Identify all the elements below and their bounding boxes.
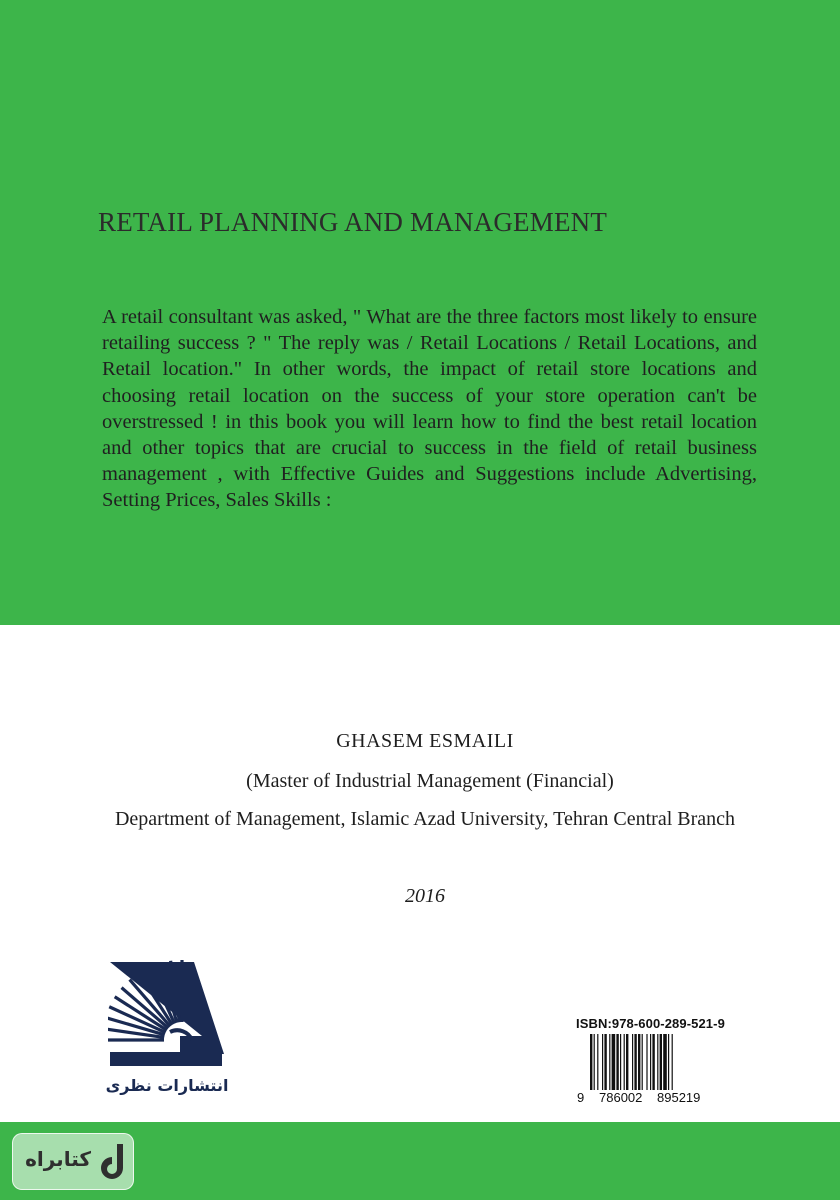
barcode-bar [624,1034,625,1090]
barcode-bar [672,1034,673,1090]
barcode-bar [652,1034,654,1090]
author-department: Department of Management, Islamic Azad University, Tehran Central Branch [114,808,736,830]
barcode-bar [646,1034,647,1090]
book-title: RETAIL PLANNING AND MANAGEMENT [98,207,608,237]
barcode-bar [609,1034,610,1090]
publisher-logo-icon [108,960,224,1068]
author-degree: (Master of Industrial Management (Financial) [246,770,614,792]
watermark-badge [12,1133,134,1190]
barcode-bar [594,1034,595,1090]
author-name: GHASEM ESMAILI [336,730,514,752]
barcode [590,1034,710,1094]
barcode-bar [597,1034,598,1090]
barcode-bar [657,1034,658,1090]
barcode-bar [616,1034,618,1090]
barcode-bar [604,1034,606,1090]
ketabrah-logo-icon [97,1142,127,1180]
barcode-bar [632,1034,633,1090]
barcode-bar [638,1034,640,1090]
book-description: A retail consultant was asked, " What are the three factors most likely to ensure retailing success ? " The reply was / Retail Locations / Retail Locations, and Retail location." In other words, the impact of retail store locations and choosing retail location on the success of your store operation can't be overstressed ! in this book you will learn how to find the best retail location and other topics that are crucial to success in the field of retail business management , with Effective Guides and Suggestions include Advertising, Setting Prices, Sales Skills : [102,306,757,512]
barcode-digits-right: 895219 [657,1090,701,1105]
isbn-label: ISBN:978-600-289-521-9 [576,1016,725,1031]
publication-year: 2016 [405,885,445,907]
watermark-text: کتابراه [25,1147,91,1171]
barcode-bar [668,1034,669,1090]
barcode-bar [612,1034,616,1090]
barcode-bar [650,1034,651,1090]
barcode-bar [626,1034,628,1090]
barcode-digit-prefix: 9 [577,1090,585,1105]
barcode-bar [590,1034,592,1090]
barcode-digits-left: 786002 [599,1090,643,1105]
barcode-bar [602,1034,603,1090]
barcode-bar [634,1034,636,1090]
barcode-bar [663,1034,667,1090]
publisher-name: انتشارات نظری [105,1076,229,1095]
barcode-bar [660,1034,662,1090]
barcode-bar [642,1034,643,1090]
barcode-bar [620,1034,621,1090]
